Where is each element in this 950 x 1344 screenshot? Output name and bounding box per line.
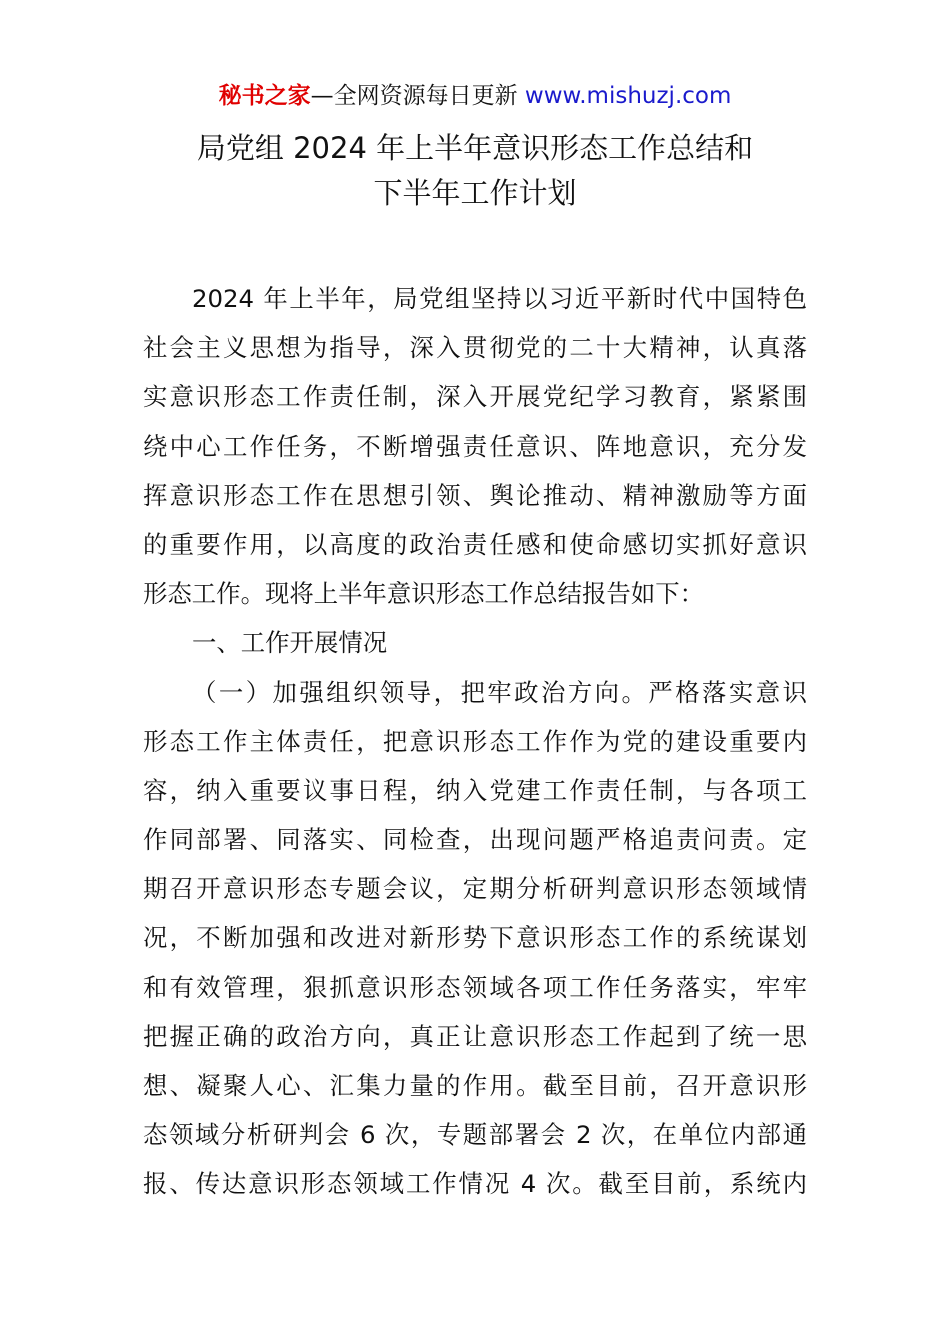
brand-name: 秘书之家	[218, 83, 311, 109]
body-line: 容，纳入重要议事日程，纳入党建工作责任制，与各项工	[143, 775, 807, 805]
body-line: 实意识形态工作责任制，深入开展党纪学习教育，紧紧围	[143, 382, 807, 412]
section-heading: 一、工作开展情况	[192, 628, 388, 658]
title-line-2: 下半年工作计划	[373, 176, 577, 210]
document-title	[0, 126, 950, 216]
site-url-link[interactable]: www.mishuzj.com	[524, 83, 732, 109]
body-line: 社会主义思想为指导，深入贯彻党的二十大精神，认真落	[143, 333, 807, 363]
body-line: 期召开意识形态专题会议，定期分析研判意识形态领域情	[143, 874, 807, 904]
body-line: 形态工作。现将上半年意识形态工作总结报告如下：	[143, 579, 704, 609]
body-line: 绕中心工作任务，不断增强责任意识、阵地意识，充分发	[143, 431, 807, 461]
body-line: 的重要作用，以高度的政治责任感和使命感切实抓好意识	[143, 529, 807, 559]
body-line: 作同部署、同落实、同检查，出现问题严格追责问责。定	[143, 825, 807, 855]
document-body	[143, 274, 807, 1209]
site-header	[0, 80, 950, 112]
body-line: 2024 年上半年，局党组坚持以习近平新时代中国特色	[192, 284, 807, 313]
body-line: 形态工作主体责任，把意识形态工作作为党的建设重要内	[143, 726, 807, 756]
body-line: 挥意识形态工作在思想引领、舆论推动、精神激励等方面	[143, 480, 807, 510]
subsection-line: （一）加强组织领导，把牢政治方向。严格落实意识	[192, 677, 807, 707]
body-line: 态领域分析研判会 6 次，专题部署会 2 次，在单位内部通	[143, 1120, 807, 1150]
body-line: 况，不断加强和改进对新形势下意识形态工作的系统谋划	[143, 923, 807, 953]
body-line: 把握正确的政治方向，真正让意识形态工作起到了统一思	[143, 1021, 807, 1051]
header-slogan: —全网资源每日更新	[310, 83, 525, 109]
body-line: 想、凝聚人心、汇集力量的作用。截至目前，召开意识形	[143, 1071, 807, 1100]
title-line-1: 局党组 2024 年上半年意识形态工作总结和	[196, 131, 754, 165]
body-line: 和有效管理，狠抓意识形态领域各项工作任务落实，牢牢	[143, 972, 807, 1002]
body-line: 报、传达意识形态领域工作情况 4 次。截至目前，系统内	[143, 1169, 807, 1199]
